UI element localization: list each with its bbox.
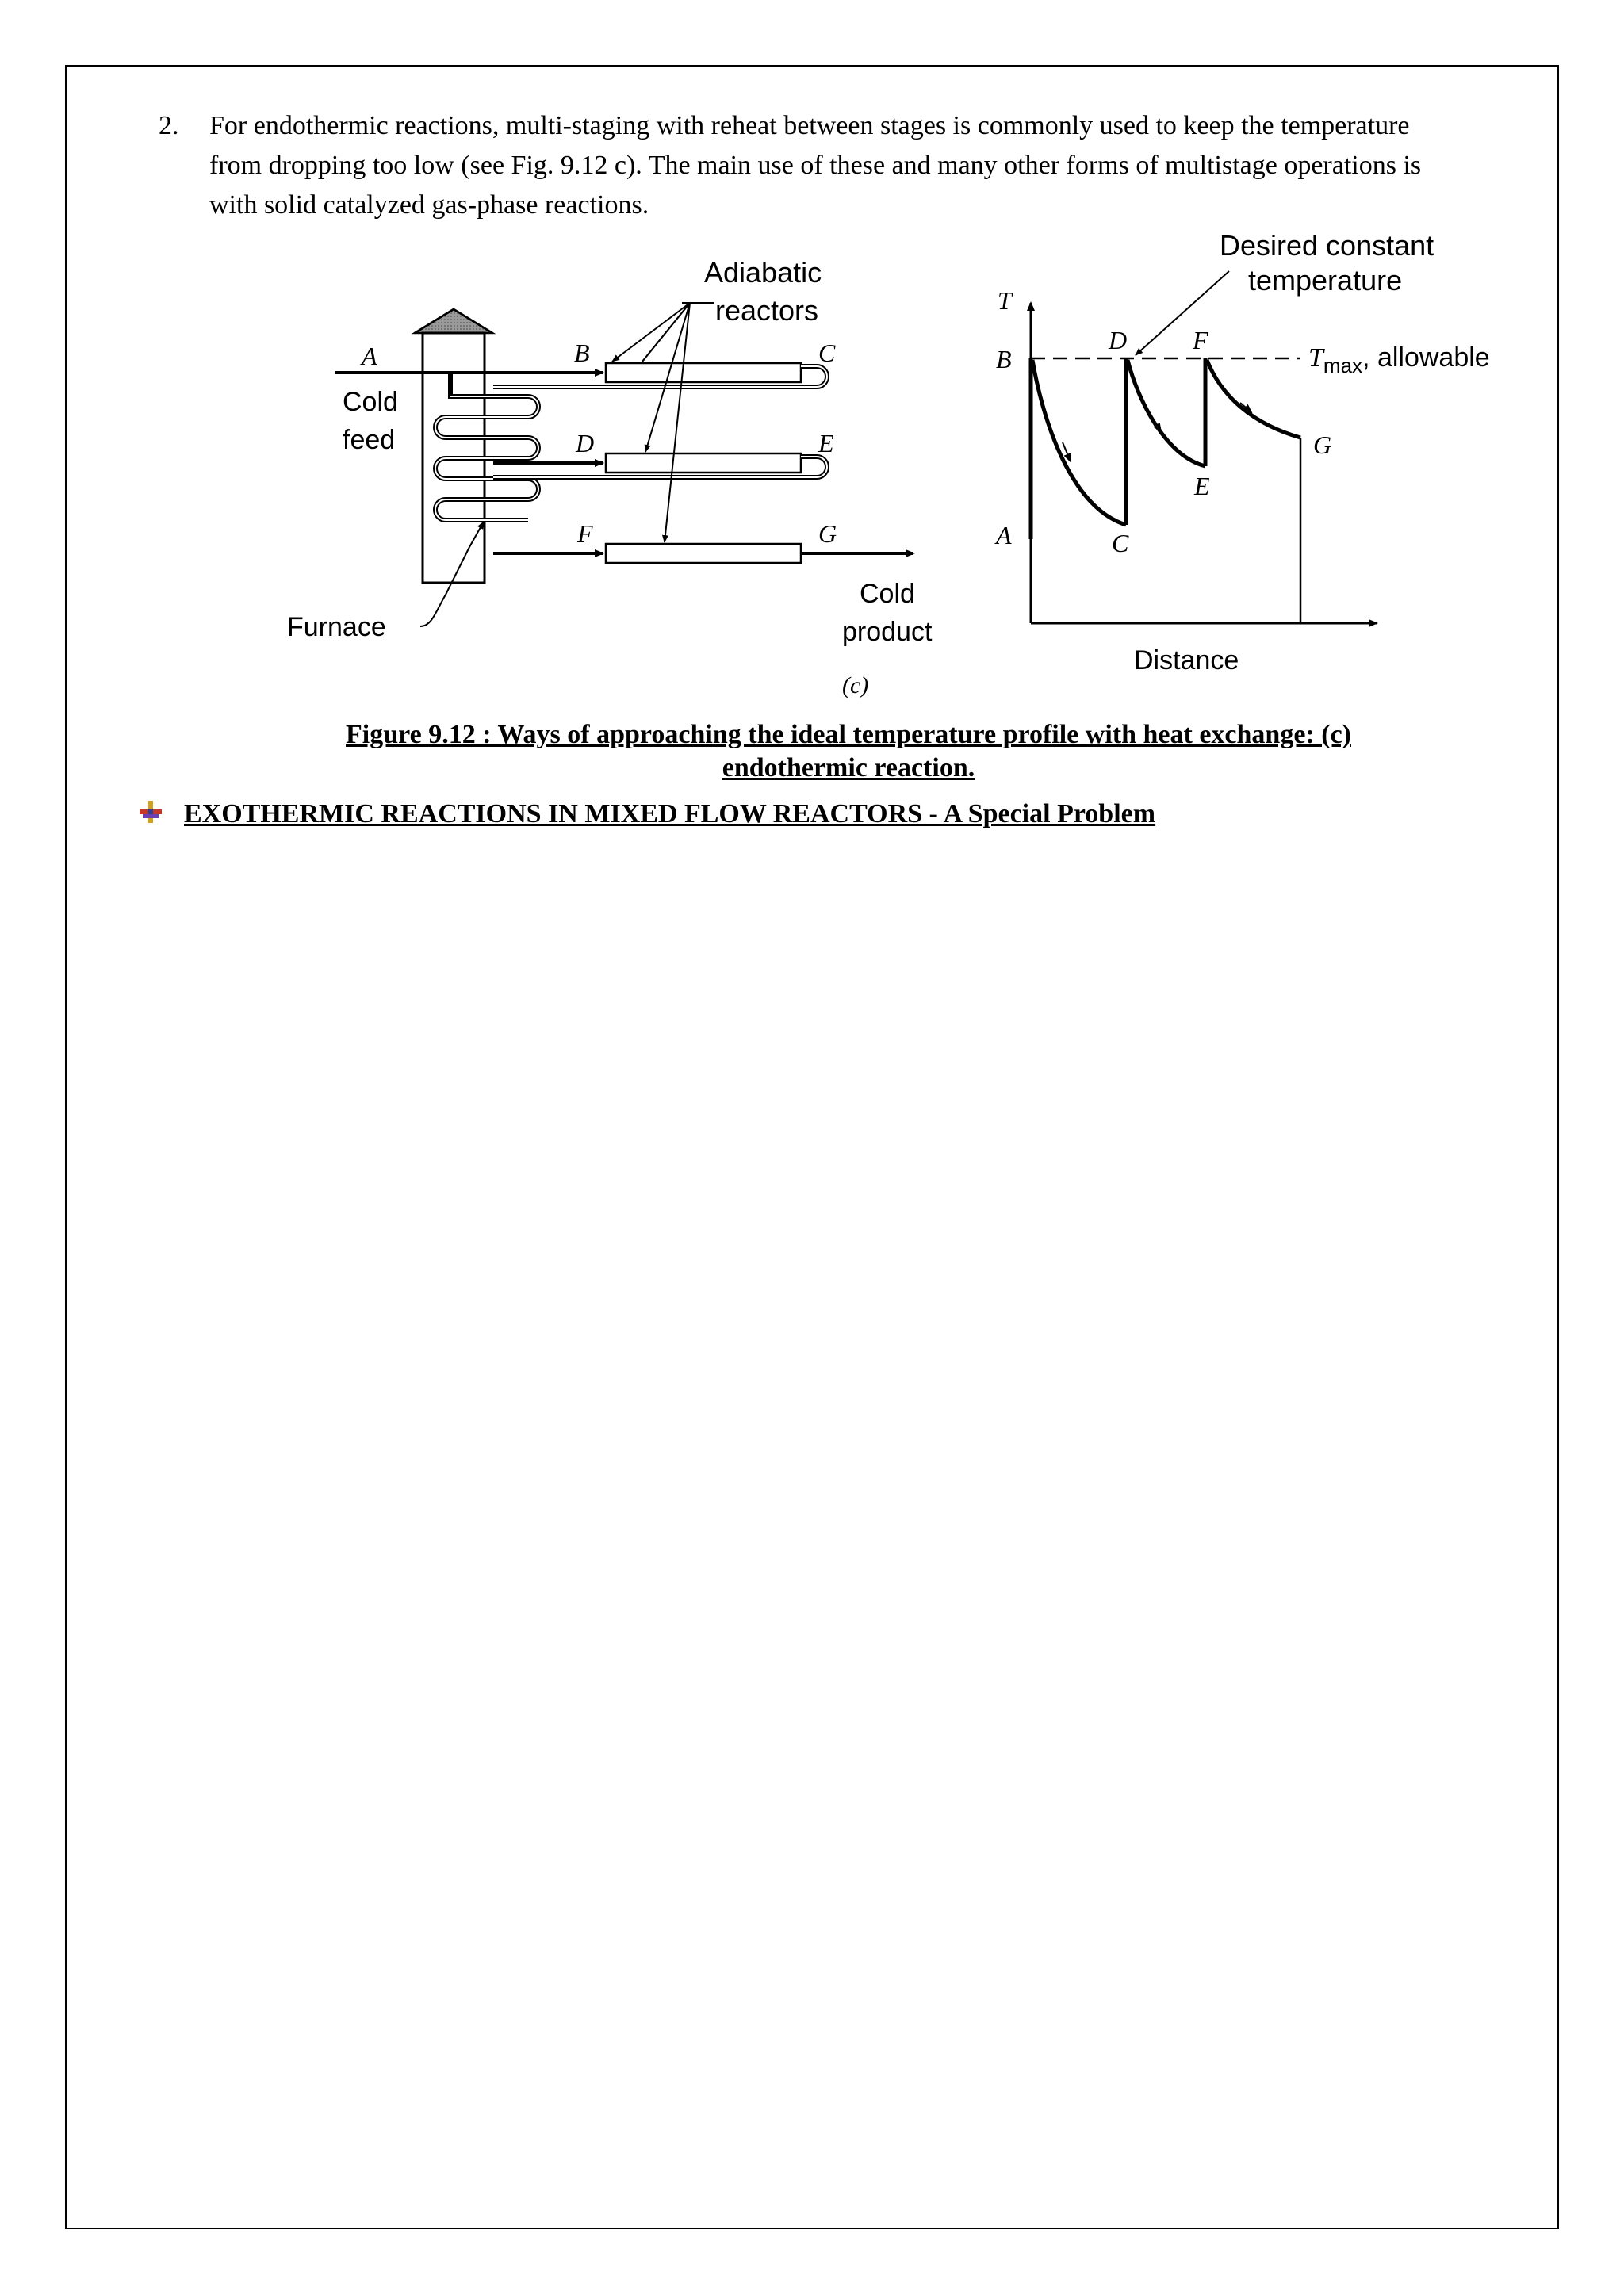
label-feed: feed xyxy=(343,425,396,455)
chart-label-A: A xyxy=(996,521,1012,549)
furnace-roof xyxy=(415,309,492,333)
label-G: G xyxy=(818,519,837,548)
axis-distance: Distance xyxy=(1134,645,1239,675)
label-furnace: Furnace xyxy=(287,612,386,642)
label-cold-product-2: product xyxy=(842,617,933,647)
chart-label-G: G xyxy=(1313,430,1332,459)
label-E: E xyxy=(818,429,834,457)
reactor-1 xyxy=(606,363,801,382)
profile-D-E xyxy=(1128,360,1205,466)
reactor-3 xyxy=(606,544,801,563)
tmax-T: T xyxy=(1308,343,1323,373)
label-D: D xyxy=(576,429,595,457)
paragraph-text: For endothermic reactions, multi-staging with reheat between stages is commonly used to keep the temperature from dropping too low (see Fig. 9.12 c). The main use of these and many other forms of multistage operations is with solid catalyzed gas-phase reactions. xyxy=(209,111,1422,220)
chart-label-F: F xyxy=(1193,326,1208,354)
figure-sub-label: (c) xyxy=(842,672,869,698)
label-cold-product-1: Cold xyxy=(860,579,915,609)
caption-line-1: Figure 9.12 : Ways of approaching the ideal temperature profile with heat exchange: (c) xyxy=(346,720,1351,749)
label-F: F xyxy=(577,519,593,548)
caption-line-2: endothermic reaction. xyxy=(722,753,975,783)
label-C: C xyxy=(818,339,836,367)
desired-label-2: temperature xyxy=(1248,264,1403,297)
chart-label-C: C xyxy=(1112,529,1129,557)
reactor-2 xyxy=(606,453,801,473)
furnace-diagram xyxy=(287,256,933,647)
figure-9-12c xyxy=(270,230,1530,706)
label-adiabatic: Adiabatic xyxy=(704,256,822,289)
bullet-icon xyxy=(136,798,165,826)
profile-F-G xyxy=(1207,360,1300,438)
tmax-sub: max xyxy=(1323,354,1363,377)
figure-caption xyxy=(198,718,1499,785)
label-reactors: reactors xyxy=(715,294,819,327)
section-heading: EXOTHERMIC REACTIONS IN MIXED FLOW REACTORS - A Special Problem xyxy=(184,799,1156,828)
label-B: B xyxy=(574,339,590,367)
paragraph-number: 2. xyxy=(159,111,179,140)
profile-B-C xyxy=(1032,360,1126,525)
figure-svg xyxy=(270,230,1530,706)
tmax-rest: , allowable xyxy=(1362,342,1490,373)
temperature-profile-chart xyxy=(994,230,1490,675)
axis-T: T xyxy=(998,286,1012,315)
label-A: A xyxy=(362,342,377,370)
desired-label-1: Desired constant xyxy=(1220,230,1434,262)
heating-coil xyxy=(435,373,538,520)
chart-label-E: E xyxy=(1194,472,1210,500)
tmax-label xyxy=(1308,342,1490,377)
label-cold: Cold xyxy=(343,387,398,417)
chart-label-B: B xyxy=(996,345,1012,373)
chart-label-D: D xyxy=(1109,326,1128,354)
